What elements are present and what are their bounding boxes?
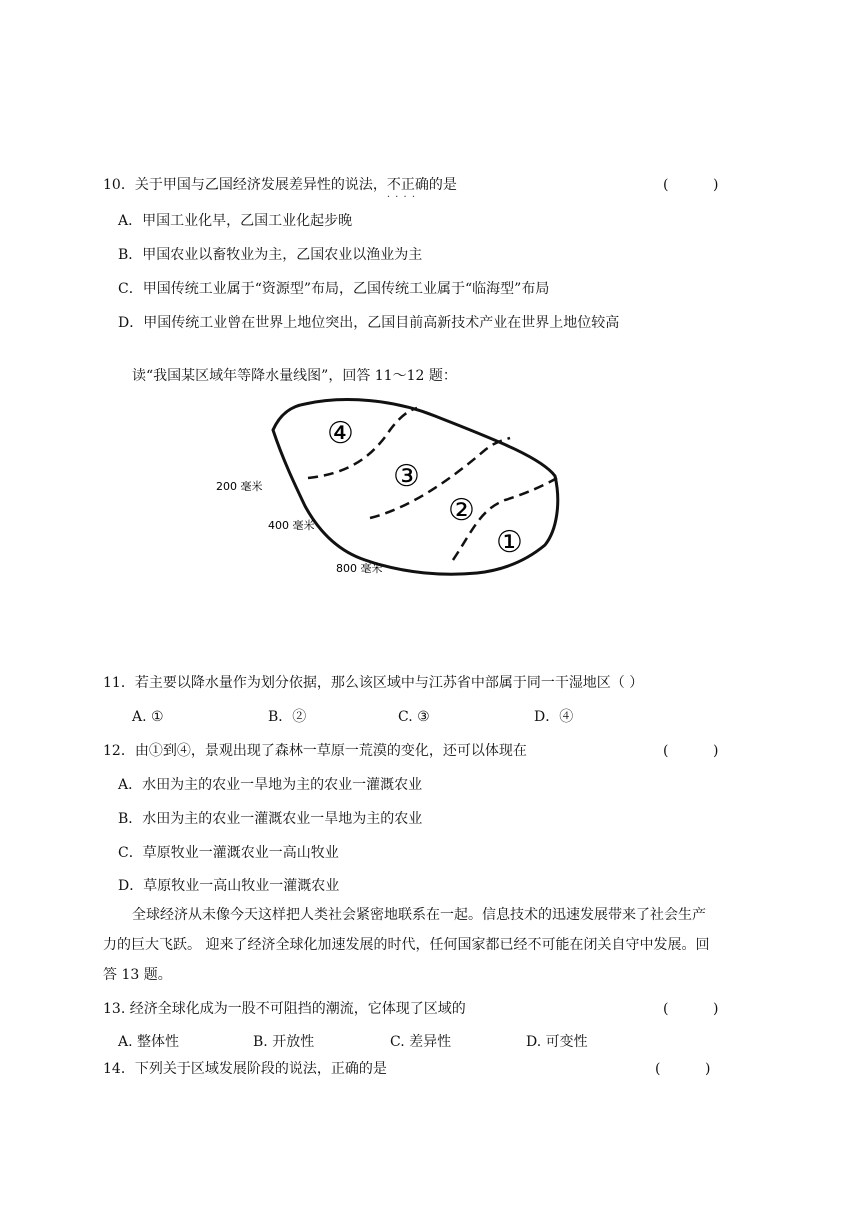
q10-stem [103,176,457,194]
region-4-label: ④ [327,416,354,451]
q13-option-a: A. 整体性 [118,1034,180,1050]
q11-option-b: B．② [268,709,307,725]
q12-option-b: B．水田为主的农业一灌溉农业一旱地为主的农业 [118,811,423,827]
q10-stem-post: 的是 [428,177,457,193]
q10-option-a: A．甲国工业化早，乙国工业化起步晚 [118,213,353,229]
q10-answer-paren: ( ) [663,177,719,193]
q12-option-d: D．草原牧业一高山牧业一灌溉农业 [118,878,340,894]
q10-option-b: B．甲国农业以畜牧业为主，乙国农业以渔业为主 [118,247,423,263]
q12-option-c: C．草原牧业一灌溉农业一高山牧业 [118,845,339,861]
q13-answer-paren: ( ) [663,1001,719,1017]
q13-option-d: D. 可变性 [526,1034,588,1050]
map-intro: 读“我国某区域年等降水量线图”，回答 11～12 题： [132,368,457,384]
q12-option-a: A．水田为主的农业一旱地为主的农业一灌溉农业 [118,777,423,793]
q11-option-d: D．④ [534,709,574,725]
q13-stem: 13. 经济全球化成为一股不可阻挡的潮流，它体现了区域的 [103,1001,466,1017]
region-2-label: ② [448,493,475,528]
q11-option-a: A. ① [132,709,164,725]
region-3-label: ③ [393,459,420,494]
isoline-label-800: 800 毫米 [336,562,383,575]
isoline-label-400: 400 毫米 [268,519,315,532]
passage-line-2: 力的巨大飞跃。 迎来了经济全球化加速发展的时代，任何国家都已经不可能在闭关自守中发展。回 [103,937,710,953]
isoline-label-200: 200 毫米 [216,480,263,493]
q11-stem: 11．若主要以降水量作为划分依据，那么该区域中与江苏省中部属于同一干湿地区（ ） [103,675,644,691]
isoline-400 [370,438,510,518]
q13-option-c: C. 差异性 [390,1034,452,1050]
q14-stem: 14．下列关于区域发展阶段的说法，正确的是 [103,1061,387,1077]
q10-stem-pre: 10．关于甲国与乙国经济发展差异性的说法， [103,177,387,193]
q10-option-d: D．甲国传统工业曾在世界上地位突出，乙国目前高新技术产业在世界上地位较高 [118,315,620,331]
region-1-label: ① [496,525,523,560]
q12-answer-paren: ( ) [663,743,719,759]
q11-option-c: C. ③ [398,709,430,725]
q10-stem-emphasis: 不正确 · · · · [387,177,429,193]
q13-option-b: B. 开放性 [253,1034,315,1050]
q12-stem: 12．由①到④，景观出现了森林一草原一荒漠的变化，还可以体现在 [103,743,527,759]
precipitation-isoline-map [205,390,575,590]
q10-option-c: C．甲国传统工业属于“资源型”布局，乙国传统工业属于“临海型”布局 [118,281,550,297]
passage-line-1: 全球经济从未像今天这样把人类社会紧密地联系在一起。信息技术的迅速发展带来了社会生产 [132,907,706,923]
passage-line-3: 答 13 题。 [103,967,172,983]
q14-answer-paren: ( ) [655,1061,711,1077]
